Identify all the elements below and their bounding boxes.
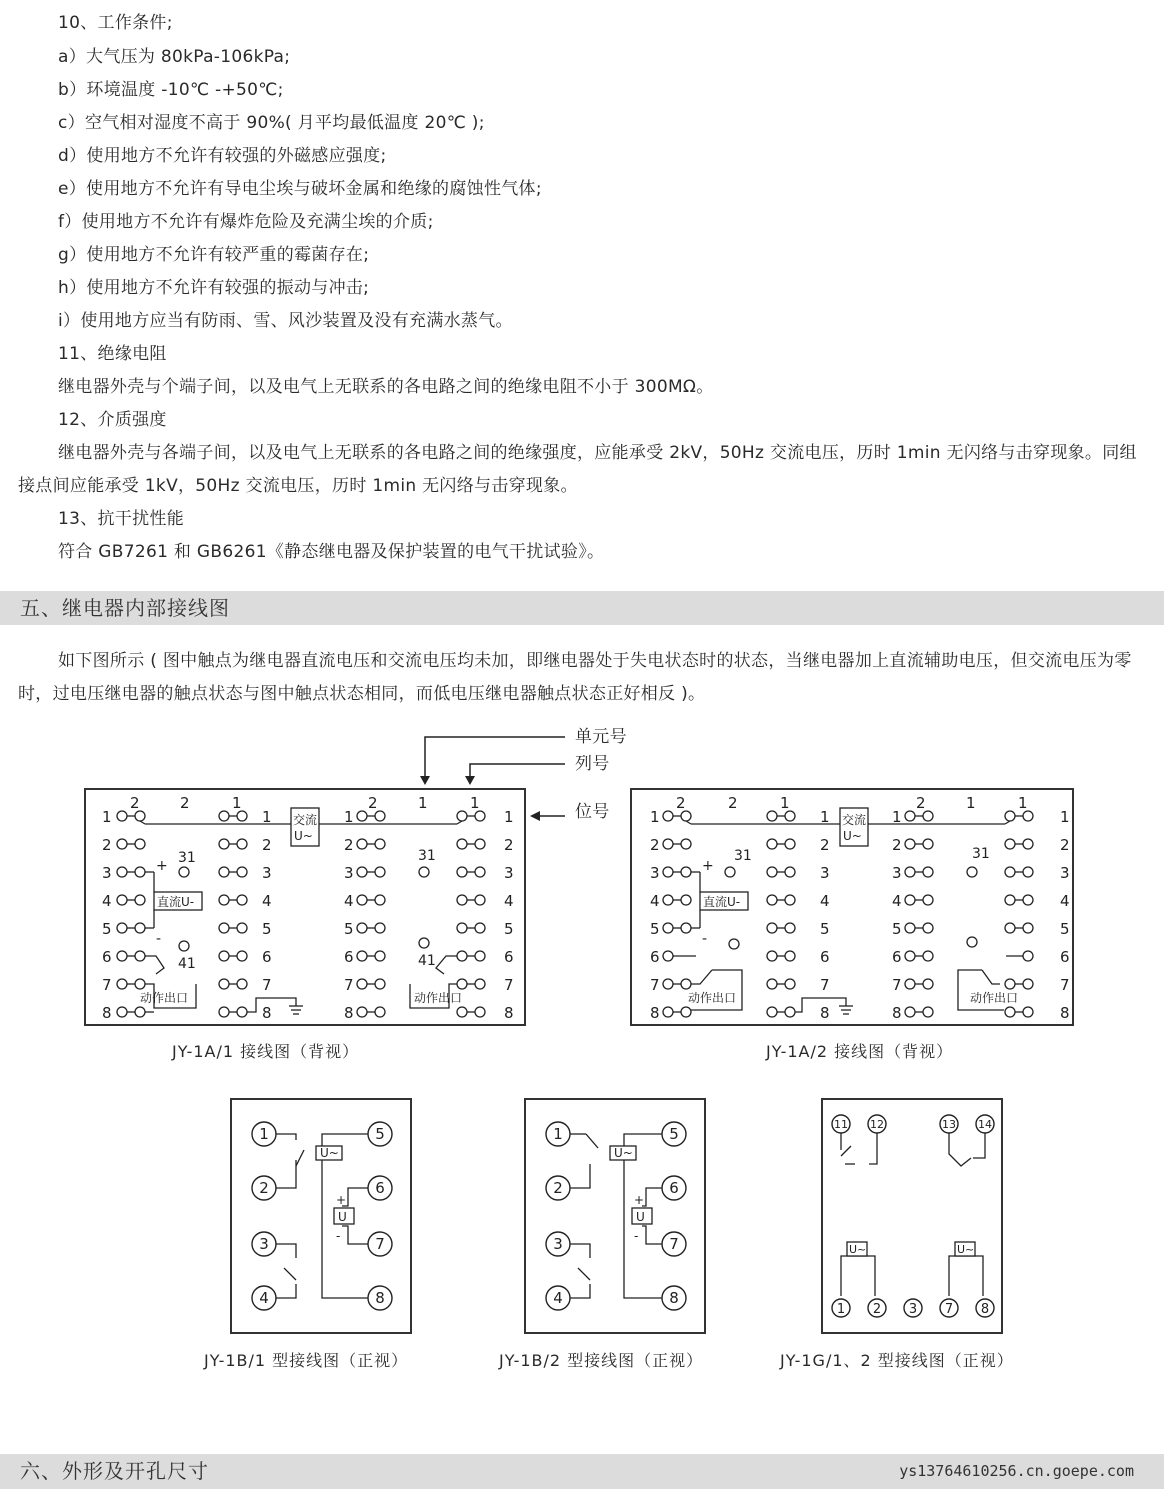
minus-sign: - (702, 931, 708, 947)
u-ac-label: U~ (320, 1146, 339, 1160)
svg-text:4: 4 (262, 892, 272, 910)
svg-text:1: 1 (470, 794, 480, 812)
svg-text:6: 6 (650, 948, 660, 966)
svg-text:5: 5 (669, 1125, 679, 1143)
svg-text:4: 4 (650, 892, 660, 910)
condition-item: c）空气相对湿度不高于 90%( 月平均最低温度 20℃ ); (58, 113, 485, 133)
svg-text:8: 8 (504, 1004, 514, 1022)
svg-text:1: 1 (102, 808, 112, 826)
section5-intro: 如下图所示 ( 图中触点为继电器直流电压和交流电压均未加，即继电器处于失电状态时的状态，当继电器加上直流辅助电压，但交流电压为零时，过电压继电器的触点状态与图中触点状态相同，而低电压继电器触点状态正好相反 )。 (18, 651, 1132, 704)
svg-text:1: 1 (966, 794, 976, 812)
caption-jy1a2: JY-1A/2 接线图（背视） (766, 1042, 954, 1061)
svg-text:3: 3 (259, 1235, 269, 1253)
svg-text:14: 14 (978, 1118, 992, 1131)
svg-text:6: 6 (262, 948, 272, 966)
u-ac-label: U~ (957, 1243, 975, 1256)
svg-text:2: 2 (259, 1179, 269, 1197)
dc-u-label: 直流U- (157, 895, 195, 909)
conditions-heading: 10、工作条件; (58, 13, 173, 33)
svg-text:1: 1 (418, 794, 428, 812)
legend-unit-no: 单元号 (575, 727, 627, 747)
svg-text:12: 12 (870, 1118, 884, 1131)
svg-text:3: 3 (504, 864, 514, 882)
svg-text:4: 4 (102, 892, 112, 910)
svg-text:4: 4 (892, 892, 902, 910)
svg-text:6: 6 (669, 1179, 679, 1197)
svg-text:5: 5 (262, 920, 272, 938)
svg-text:8: 8 (344, 1004, 354, 1022)
condition-item: f）使用地方不允许有爆炸危险及充满尘埃的介质; (58, 212, 434, 232)
svg-text:2: 2 (504, 836, 514, 854)
svg-text:3: 3 (553, 1235, 563, 1253)
insulation-text: 继电器外壳与个端子间，以及电气上无联系的各电路之间的绝缘电阻不小于 300MΩ。 (58, 377, 714, 397)
svg-text:7: 7 (504, 976, 514, 994)
jy1g-diagram (821, 1098, 1005, 1336)
condition-item: b）环境温度 -10℃ -+50℃; (58, 80, 284, 100)
svg-text:2: 2 (344, 836, 354, 854)
ac-label: 交流 (842, 813, 867, 827)
svg-text:8: 8 (980, 1302, 990, 1317)
plus-sign: + (702, 858, 714, 874)
svg-text:8: 8 (1060, 1004, 1070, 1022)
svg-text:1: 1 (892, 808, 902, 826)
svg-text:1: 1 (504, 808, 514, 826)
svg-text:8: 8 (262, 1004, 272, 1022)
svg-text:8: 8 (820, 1004, 830, 1022)
svg-text:3: 3 (102, 864, 112, 882)
condition-item: e）使用地方不允许有导电尘埃与破坏金属和绝缘的腐蚀性气体; (58, 179, 542, 199)
svg-text:2: 2 (916, 794, 926, 812)
svg-text:5: 5 (344, 920, 354, 938)
ac-label: 交流 (293, 813, 318, 827)
jy1b2-diagram (524, 1098, 708, 1336)
action-out-label: 动作出口 (688, 991, 737, 1005)
label-31: 31 (972, 846, 990, 862)
label-31: 31 (178, 850, 196, 866)
condition-item: i）使用地方应当有防雨、雪、风沙装置及没有充满水蒸气。 (58, 311, 513, 331)
svg-text:5: 5 (650, 920, 660, 938)
svg-text:6: 6 (504, 948, 514, 966)
svg-text:7: 7 (669, 1235, 679, 1253)
svg-text:5: 5 (1060, 920, 1070, 938)
condition-item: g）使用地方不允许有较严重的霉菌存在; (58, 245, 370, 265)
condition-item: h）使用地方不允许有较强的振动与冲击; (58, 278, 370, 298)
svg-text:8: 8 (650, 1004, 660, 1022)
svg-text:3: 3 (1060, 864, 1070, 882)
caption-jy1a1: JY-1A/1 接线图（背视） (172, 1042, 360, 1061)
svg-text:1: 1 (836, 1302, 846, 1317)
plus-sign: + (634, 1193, 645, 1207)
svg-text:4: 4 (344, 892, 354, 910)
svg-text:2: 2 (728, 794, 738, 812)
svg-text:1: 1 (262, 808, 272, 826)
u-ac-label: U~ (294, 829, 313, 843)
watermark: ys13764610256.cn.goepe.com (899, 1462, 1134, 1480)
svg-text:3: 3 (344, 864, 354, 882)
svg-text:2: 2 (820, 836, 830, 854)
svg-text:2: 2 (1060, 836, 1070, 854)
svg-text:1: 1 (553, 1125, 563, 1143)
action-out-label: 动作出口 (970, 991, 1019, 1005)
svg-text:13: 13 (942, 1118, 956, 1131)
plus-sign: + (336, 1193, 347, 1207)
svg-text:4: 4 (259, 1289, 269, 1307)
svg-text:1: 1 (650, 808, 660, 826)
svg-text:7: 7 (650, 976, 660, 994)
svg-text:3: 3 (650, 864, 660, 882)
svg-text:8: 8 (669, 1289, 679, 1307)
svg-text:1: 1 (780, 794, 790, 812)
svg-text:6: 6 (344, 948, 354, 966)
svg-text:2: 2 (130, 794, 140, 812)
plus-sign: + (156, 858, 168, 874)
jy1a2-diagram (630, 788, 1076, 1028)
svg-text:1: 1 (1018, 794, 1028, 812)
svg-text:7: 7 (375, 1235, 385, 1253)
u-dc-label: U (636, 1210, 645, 1224)
label-41: 41 (178, 956, 196, 972)
action-out-label: 动作出口 (414, 991, 463, 1005)
svg-text:1: 1 (344, 808, 354, 826)
svg-text:7: 7 (820, 976, 830, 994)
svg-text:11: 11 (834, 1118, 848, 1131)
u-ac-label: U~ (614, 1146, 633, 1160)
svg-text:6: 6 (820, 948, 830, 966)
interference-heading: 13、抗干扰性能 (58, 509, 185, 529)
svg-text:4: 4 (504, 892, 514, 910)
svg-text:6: 6 (375, 1179, 385, 1197)
svg-text:4: 4 (820, 892, 830, 910)
u-dc-label: U (338, 1210, 347, 1224)
svg-text:1: 1 (1060, 808, 1070, 826)
minus-sign: - (634, 1229, 639, 1243)
svg-text:8: 8 (375, 1289, 385, 1307)
legend-column-no: 列号 (575, 754, 610, 774)
svg-text:2: 2 (553, 1179, 563, 1197)
svg-text:5: 5 (375, 1125, 385, 1143)
u-ac-label: U~ (843, 829, 862, 843)
dielectric-heading: 12、介质强度 (58, 410, 167, 430)
svg-text:8: 8 (892, 1004, 902, 1022)
svg-text:2: 2 (368, 794, 378, 812)
svg-text:3: 3 (820, 864, 830, 882)
svg-text:1: 1 (820, 808, 830, 826)
svg-text:6: 6 (1060, 948, 1070, 966)
minus-sign: - (156, 931, 162, 947)
svg-text:8: 8 (102, 1004, 112, 1022)
svg-text:7: 7 (1060, 976, 1070, 994)
minus-sign: - (336, 1229, 341, 1243)
svg-text:2: 2 (872, 1302, 882, 1317)
svg-text:7: 7 (892, 976, 902, 994)
svg-text:4: 4 (1060, 892, 1070, 910)
jy1b1-diagram (230, 1098, 414, 1336)
action-out-label: 动作出口 (140, 991, 189, 1005)
svg-text:1: 1 (232, 794, 242, 812)
svg-text:2: 2 (676, 794, 686, 812)
svg-text:4: 4 (553, 1289, 563, 1307)
interference-text: 符合 GB7261 和 GB6261《静态继电器及保护装置的电气干扰试验》。 (58, 542, 605, 562)
svg-text:5: 5 (102, 920, 112, 938)
u-ac-label: U~ (849, 1243, 867, 1256)
svg-text:3: 3 (262, 864, 272, 882)
label-31: 31 (734, 848, 752, 864)
svg-text:6: 6 (892, 948, 902, 966)
svg-text:2: 2 (262, 836, 272, 854)
svg-text:7: 7 (344, 976, 354, 994)
condition-item: d）使用地方不允许有较强的外磁感应强度; (58, 146, 387, 166)
condition-item: a）大气压为 80kPa-106kPa; (58, 47, 291, 67)
svg-text:5: 5 (504, 920, 514, 938)
svg-text:2: 2 (892, 836, 902, 854)
caption-jy1b1: JY-1B/1 型接线图（正视） (204, 1351, 409, 1370)
dielectric-text: 继电器外壳与各端子间，以及电气上无联系的各电路之间的绝缘强度，应能承受 2kV，50Hz 交流电压，历时 1min 无闪络与击穿现象。同组接点间应能承受 1kV，50Hz 交流电压，历时 1min 无闪络与击穿现象。 (18, 443, 1137, 496)
insulation-heading: 11、绝缘电阻 (58, 344, 167, 364)
svg-text:2: 2 (102, 836, 112, 854)
svg-text:7: 7 (102, 976, 112, 994)
label-31: 31 (418, 848, 436, 864)
svg-text:5: 5 (820, 920, 830, 938)
jy1a1-diagram (84, 788, 528, 1028)
svg-text:2: 2 (650, 836, 660, 854)
svg-text:3: 3 (908, 1302, 918, 1317)
caption-jy1g: JY-1G/1、2 型接线图（正视） (780, 1351, 1014, 1370)
svg-text:1: 1 (259, 1125, 269, 1143)
svg-text:2: 2 (180, 794, 190, 812)
section6-title: 六、外形及开孔尺寸 (20, 1459, 209, 1483)
label-41: 41 (418, 953, 436, 969)
dc-u-label: 直流U- (703, 895, 741, 909)
section5-title: 五、继电器内部接线图 (20, 596, 230, 620)
svg-text:6: 6 (102, 948, 112, 966)
legend-position-no: 位号 (575, 802, 610, 822)
svg-text:5: 5 (892, 920, 902, 938)
svg-text:7: 7 (944, 1302, 954, 1317)
caption-jy1b2: JY-1B/2 型接线图（正视） (499, 1351, 704, 1370)
svg-text:3: 3 (892, 864, 902, 882)
svg-text:7: 7 (262, 976, 272, 994)
